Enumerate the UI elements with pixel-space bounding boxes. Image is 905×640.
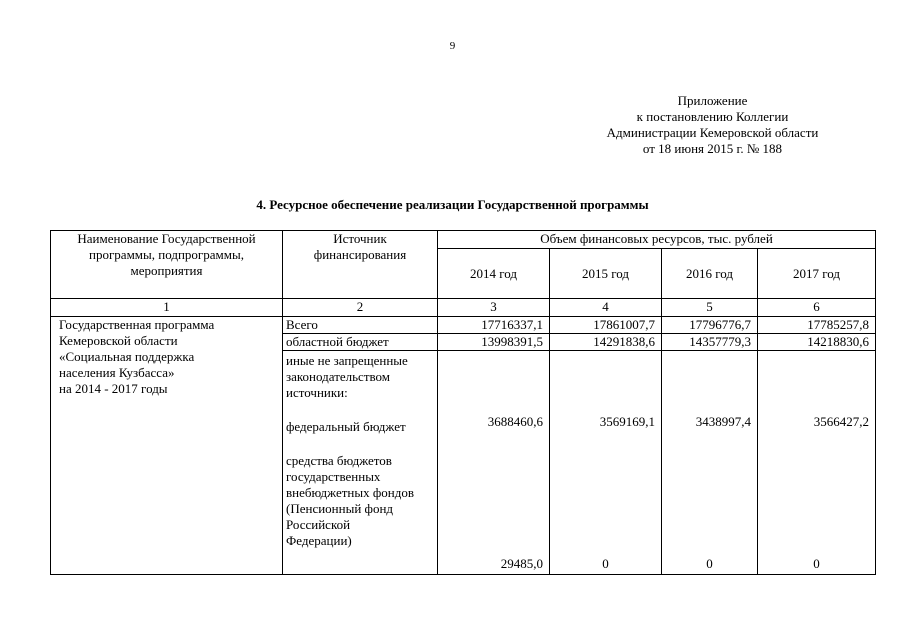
resource-table bbox=[50, 230, 876, 575]
other-sources-line: иные не запрещенные bbox=[286, 353, 408, 368]
col-number: 3 bbox=[438, 299, 550, 317]
funds-line: (Пенсионный фонд bbox=[286, 501, 394, 516]
value-regional-2014: 13998391,5 bbox=[438, 334, 550, 351]
header-name-column: Наименование Государственной программы, подпрограммы, мероприятия bbox=[51, 231, 283, 299]
program-name-line: Кемеровской области bbox=[59, 333, 178, 348]
other-sources-line: законодательством bbox=[286, 369, 391, 384]
col-number: 1 bbox=[51, 299, 283, 317]
funds-line: Российской bbox=[286, 517, 351, 532]
header-year-2017: 2017 год bbox=[758, 249, 876, 299]
col-number: 5 bbox=[662, 299, 758, 317]
value-cell-2016 bbox=[662, 351, 758, 575]
value-total-2016: 17796776,7 bbox=[662, 317, 758, 334]
value-federal-2016: 3438997,4 bbox=[695, 414, 751, 429]
value-cell-2015 bbox=[550, 351, 662, 575]
header-year-2016: 2016 год bbox=[662, 249, 758, 299]
value-regional-2017: 14218830,6 bbox=[758, 334, 876, 351]
program-name-line: «Социальная поддержка bbox=[59, 349, 195, 364]
funds-line: Федерации) bbox=[286, 533, 352, 548]
funds-line: внебюджетных фондов bbox=[286, 485, 414, 500]
value-federal-2014: 3688460,6 bbox=[487, 414, 543, 429]
program-name-line: Государственная программа bbox=[59, 317, 215, 332]
program-name-line: населения Кузбасса» bbox=[59, 365, 175, 380]
header-source-column: Источник финансирования bbox=[283, 231, 438, 299]
appendix-date-line: от 18 июня 2015 г. № 188 bbox=[642, 141, 783, 156]
value-funds-2017: 0 bbox=[813, 556, 820, 571]
program-name-cell bbox=[51, 317, 283, 575]
source-total: Всего bbox=[283, 317, 438, 334]
col-number: 4 bbox=[550, 299, 662, 317]
section-title: 4. Ресурсное обеспечение реализации Государственной программы bbox=[256, 197, 649, 212]
appendix-line: к постановлению Коллегии bbox=[636, 109, 789, 124]
header-year-2015: 2015 год bbox=[550, 249, 662, 299]
value-cell-2017 bbox=[758, 351, 876, 575]
col-number: 6 bbox=[758, 299, 876, 317]
appendix-line: Приложение bbox=[677, 93, 748, 108]
program-name-line: на 2014 - 2017 годы bbox=[59, 381, 168, 396]
header-year-2014: 2014 год bbox=[438, 249, 550, 299]
value-funds-2016: 0 bbox=[706, 556, 713, 571]
other-sources-line: источники: bbox=[286, 385, 348, 400]
source-regional-budget: областной бюджет bbox=[283, 334, 438, 351]
funds-line: государственных bbox=[286, 469, 381, 484]
value-funds-2014: 29485,0 bbox=[500, 556, 543, 571]
value-cell-2014 bbox=[438, 351, 550, 575]
value-regional-2016: 14357779,3 bbox=[662, 334, 758, 351]
appendix-line: Администрации Кемеровской области bbox=[606, 125, 819, 140]
header-volume-group: Объем финансовых ресурсов, тыс. рублей bbox=[438, 231, 876, 249]
value-federal-2017: 3566427,2 bbox=[813, 414, 869, 429]
value-total-2017: 17785257,8 bbox=[758, 317, 876, 334]
col-number: 2 bbox=[283, 299, 438, 317]
page-number: 9 bbox=[449, 40, 456, 52]
source-federal-budget: федеральный бюджет bbox=[286, 419, 406, 434]
value-funds-2015: 0 bbox=[602, 556, 609, 571]
value-regional-2015: 14291838,6 bbox=[550, 334, 662, 351]
value-total-2014: 17716337,1 bbox=[438, 317, 550, 334]
value-federal-2015: 3569169,1 bbox=[599, 414, 655, 429]
source-other-cell bbox=[283, 351, 438, 575]
appendix-block bbox=[560, 93, 865, 157]
funds-line: средства бюджетов bbox=[286, 453, 392, 468]
value-total-2015: 17861007,7 bbox=[550, 317, 662, 334]
